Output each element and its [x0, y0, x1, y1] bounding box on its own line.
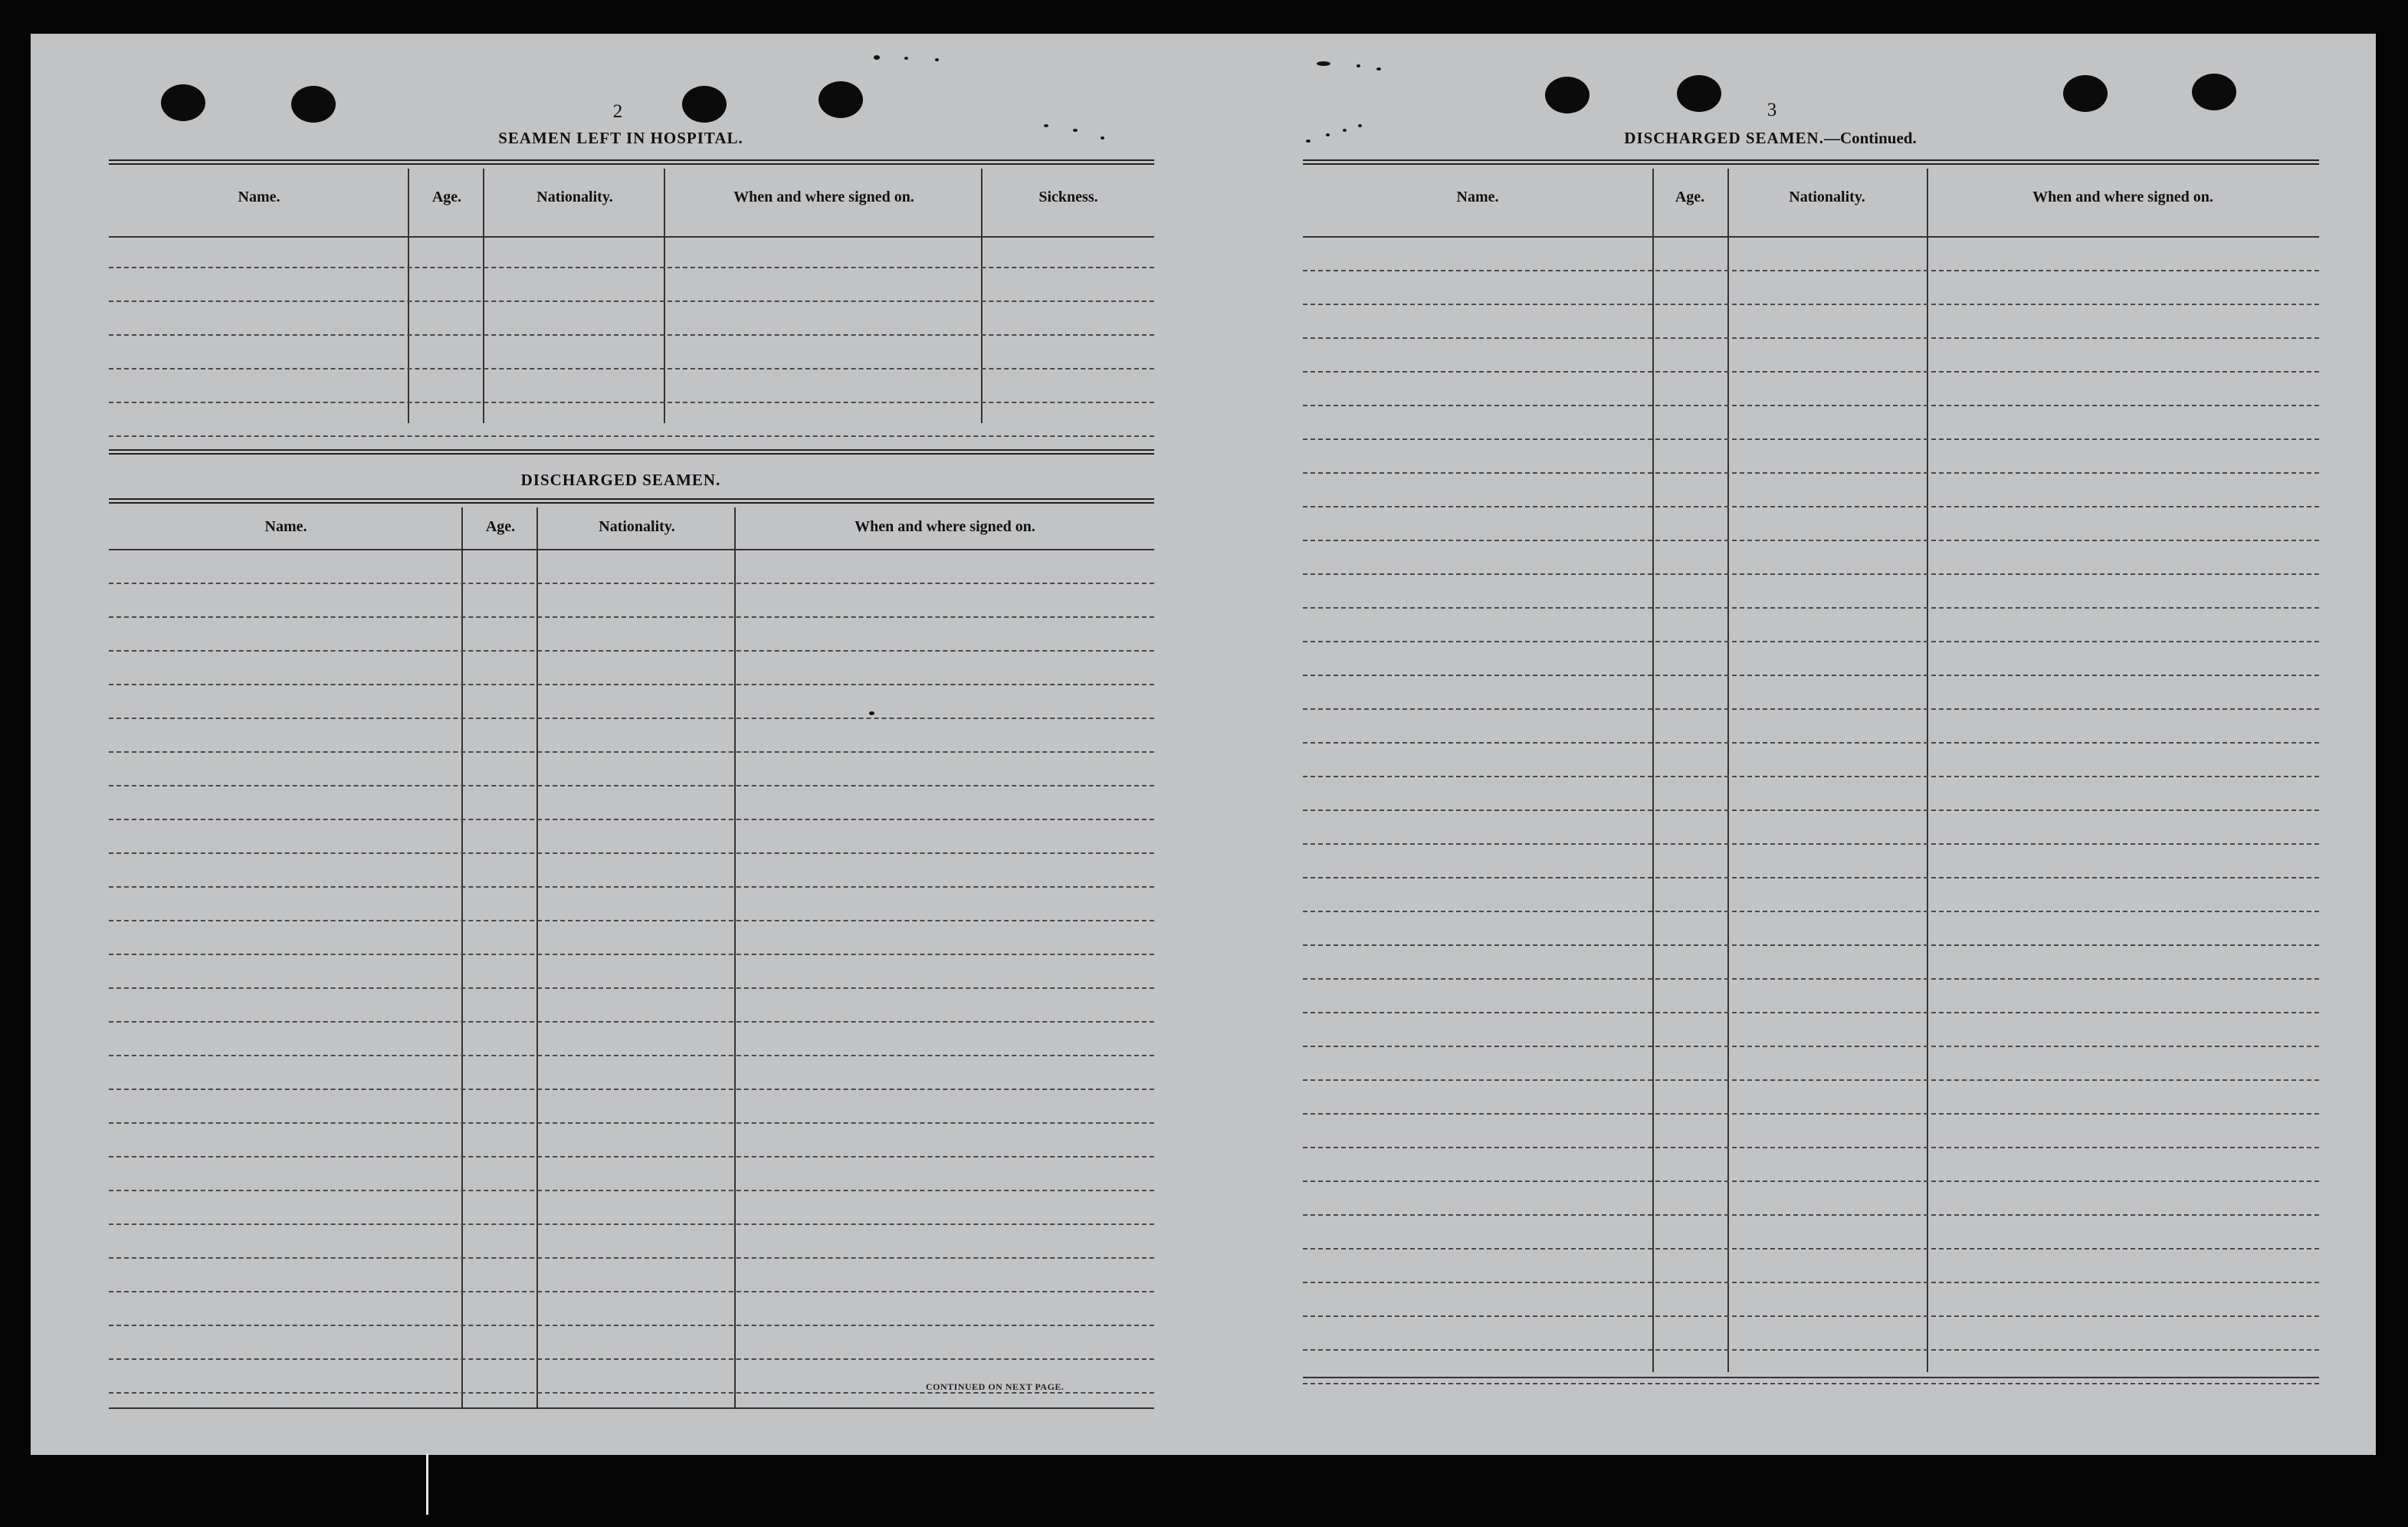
punch-hole — [819, 81, 863, 118]
table-row — [109, 1190, 1154, 1191]
right-page — [1226, 34, 2376, 1455]
continued-footnote: CONTINUED ON NEXT PAGE. — [926, 1381, 1065, 1392]
table-row — [1303, 1012, 2319, 1013]
punch-hole — [1677, 75, 1721, 112]
table-row — [109, 1223, 1154, 1225]
title-main: DISCHARGED SEAMEN. — [1624, 129, 1824, 147]
table-row — [1303, 405, 2319, 406]
col-head-age: Age. — [431, 189, 462, 205]
discharged-section-title: DISCHARGED SEAMEN. — [520, 471, 721, 489]
table-row — [109, 1156, 1154, 1158]
table-row — [109, 718, 1154, 719]
discharged-table — [109, 498, 1154, 1414]
table-row — [1303, 843, 2319, 845]
table-row — [109, 751, 1154, 753]
table-row — [1303, 809, 2319, 811]
table-row — [109, 300, 1154, 302]
table-row — [109, 1358, 1154, 1360]
table-row — [109, 1055, 1154, 1056]
table-row — [1303, 337, 2319, 339]
discharged-continued-table — [1303, 159, 2319, 1420]
col-head-name: Name. — [238, 189, 280, 205]
table-row — [1303, 1282, 2319, 1283]
table-row — [1303, 1315, 2319, 1317]
table-row — [109, 334, 1154, 336]
col-head-signed-on: When and where signed on. — [2032, 189, 2213, 205]
table-row — [109, 819, 1154, 820]
table-row — [109, 435, 1154, 437]
table-row — [1303, 1046, 2319, 1047]
table-row — [1303, 708, 2319, 710]
table-row — [1303, 1383, 2319, 1384]
col-head-sickness: Sickness. — [1038, 189, 1098, 205]
table-row — [109, 1122, 1154, 1124]
table-row — [109, 402, 1154, 403]
punch-hole — [682, 86, 727, 123]
table-row — [1303, 607, 2319, 609]
table-row — [1303, 877, 2319, 878]
col-head-name: Name. — [264, 518, 307, 535]
table-row — [1303, 540, 2319, 541]
table-row — [1303, 1181, 2319, 1182]
hospital-section-title: SEAMEN LEFT IN HOSPITAL. — [498, 129, 743, 147]
table-row — [109, 684, 1154, 685]
table-row — [109, 1021, 1154, 1023]
punch-hole — [1545, 77, 1589, 113]
table-row — [109, 368, 1154, 369]
col-head-age: Age. — [485, 518, 516, 535]
table-row — [1303, 438, 2319, 440]
table-row — [1303, 776, 2319, 777]
table-row — [109, 1325, 1154, 1326]
table-row — [109, 954, 1154, 955]
punch-hole — [2063, 75, 2108, 112]
table-row — [109, 1291, 1154, 1292]
table-row — [109, 1089, 1154, 1090]
hospital-table — [109, 159, 1154, 466]
table-row — [1303, 1248, 2319, 1250]
col-head-nationality: Nationality. — [599, 518, 675, 535]
table-row — [1303, 944, 2319, 946]
table-row — [1303, 978, 2319, 980]
page-number: 2 — [612, 101, 623, 122]
table-row — [1303, 641, 2319, 642]
table-row — [109, 852, 1154, 854]
table-row — [1303, 506, 2319, 507]
table-row — [109, 886, 1154, 888]
table-row — [1303, 675, 2319, 676]
discharged-continued-title — [1517, 129, 2023, 148]
ledger-sheet — [31, 34, 2376, 1455]
col-head-nationality: Nationality. — [1789, 189, 1865, 205]
table-row — [1303, 1113, 2319, 1115]
table-row — [1303, 573, 2319, 575]
table-row — [1303, 1079, 2319, 1081]
table-row — [1303, 1147, 2319, 1148]
punch-hole — [161, 84, 205, 121]
table-row — [109, 267, 1154, 268]
col-head-signed-on: When and where signed on. — [855, 518, 1035, 535]
col-head-nationality: Nationality. — [536, 189, 613, 205]
table-row — [109, 920, 1154, 921]
title-suffix: —Continued. — [1823, 129, 1917, 147]
page-number: 3 — [1767, 100, 1777, 120]
col-head-signed-on: When and where signed on. — [733, 189, 914, 205]
table-row — [1303, 1214, 2319, 1216]
table-row — [1303, 472, 2319, 474]
col-head-age: Age. — [1675, 189, 1705, 205]
table-row — [1303, 304, 2319, 305]
left-page — [31, 34, 1211, 1455]
table-row — [1303, 270, 2319, 271]
table-row — [1303, 742, 2319, 744]
table-row — [1303, 911, 2319, 912]
table-row — [1303, 1349, 2319, 1351]
punch-hole — [2192, 74, 2236, 110]
table-row — [1303, 371, 2319, 373]
table-row — [109, 1257, 1154, 1259]
table-row — [109, 616, 1154, 618]
table-row — [109, 583, 1154, 584]
table-row — [109, 987, 1154, 989]
col-head-name: Name. — [1456, 189, 1499, 205]
punch-hole — [291, 86, 336, 123]
table-row — [109, 650, 1154, 652]
table-row — [109, 785, 1154, 786]
